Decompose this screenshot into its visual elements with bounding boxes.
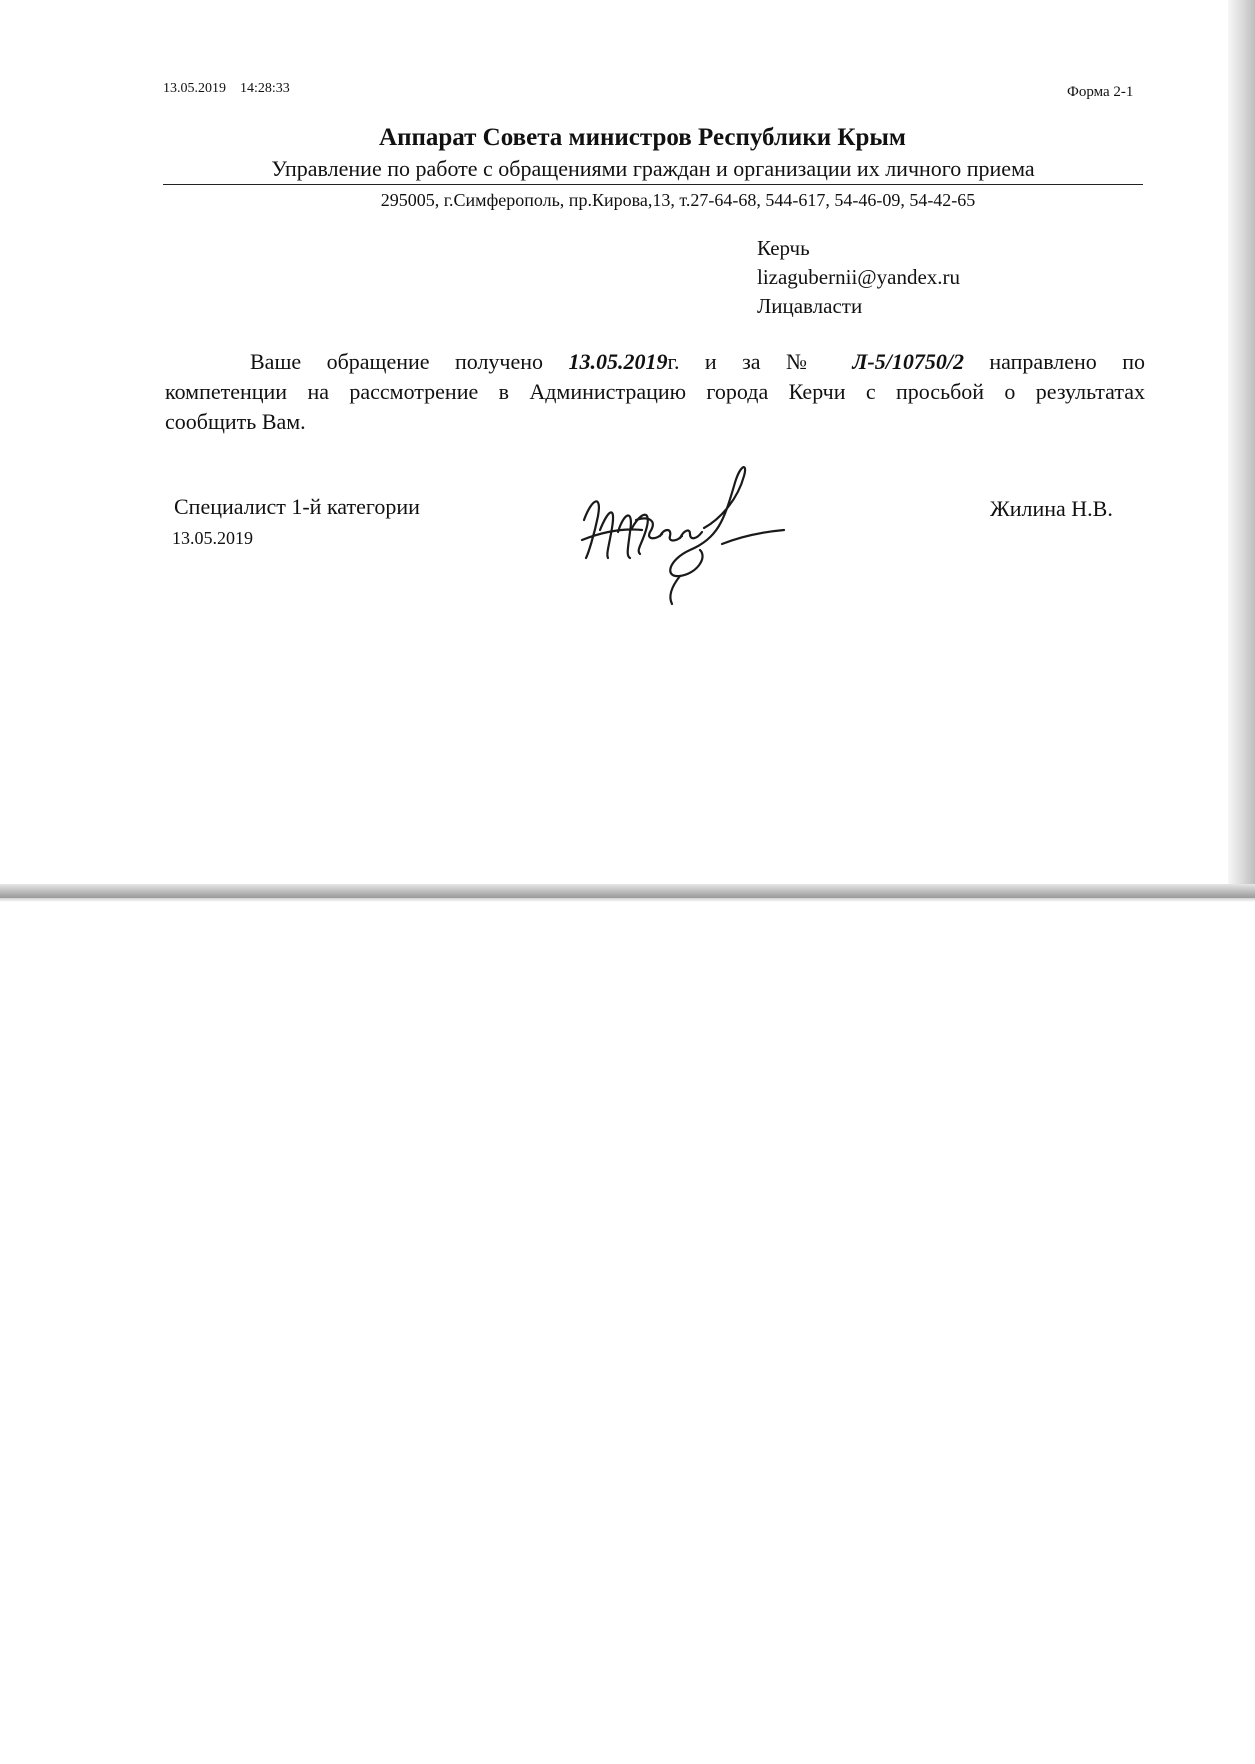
registration-number: Л-5/10750/2 (852, 349, 964, 374)
signature-date: 13.05.2019 (172, 528, 253, 548)
body-line-2: компетенции на рассмотрение в Администрацию города Керчи с просьбой о результатах (165, 379, 1145, 404)
scan-shadow-bottom (0, 884, 1255, 898)
signer-name: Жилина Н.В. (990, 496, 1113, 521)
form-code: Форма 2-1 (1067, 84, 1134, 100)
recipient-name: Лицавласти (757, 294, 863, 318)
handwritten-signature (572, 458, 822, 608)
recipient-city: Керчь (757, 236, 810, 260)
signer-position: Специалист 1-й категории (174, 494, 420, 519)
received-date: 13.05.2019 (568, 349, 668, 374)
body-line-1: Ваше обращение получено 13.05.2019г. и за № Л-5/10750/2 направлено по (250, 349, 1145, 374)
print-date: 13.05.2019 (163, 81, 226, 96)
body-line-3: сообщить Вам. (165, 409, 306, 434)
organization-department: Управление по работе с обращениями граждан и организации их личного приема (271, 156, 1035, 181)
print-time: 14:28:33 (240, 81, 290, 96)
letter-body (165, 347, 1145, 437)
recipient-email: lizagubernii@yandex.ru (757, 265, 961, 289)
print-datetime (163, 81, 290, 97)
header-divider (163, 184, 1143, 185)
organization-address: 295005, г.Симферополь, пр.Кирова,13, т.27-64-68, 544-617, 54-46-09, 54-42-65 (380, 190, 976, 210)
organization-title: Аппарат Совета министров Республики Крым (379, 124, 906, 151)
recipient-block (757, 234, 960, 321)
scan-shadow-bottom-fade (0, 898, 1255, 902)
